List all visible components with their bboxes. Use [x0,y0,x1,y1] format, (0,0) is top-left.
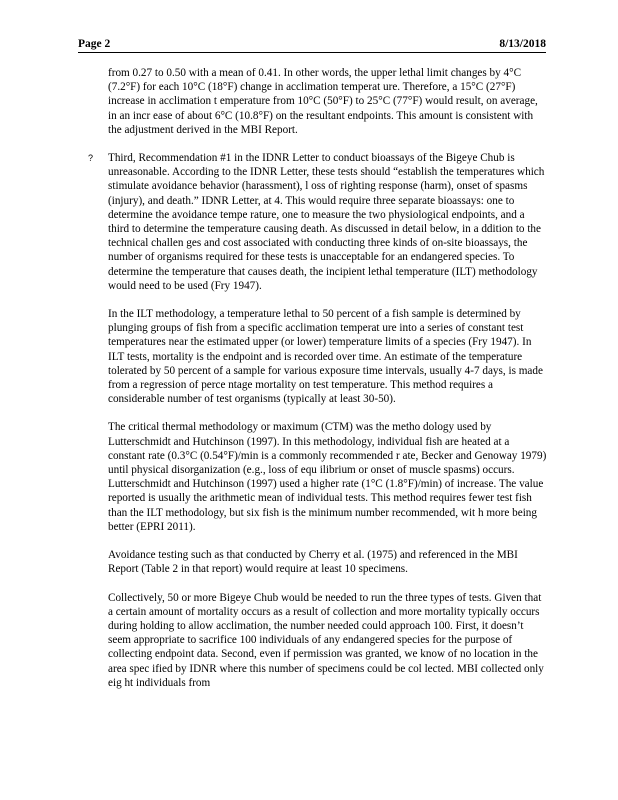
paragraph-4: The critical thermal methodology or maximum (CTM) was the metho dology used by Lutterschmidt and Hutchinson (1997). In this methodology, individual fish are heated at a constant rate (0.3°C (0.54°F)/min is a commonly recommended r ate, Becker and Genoway 1979) until physical disorganization (e.g., loss of equ ilibrium or onset of muscle spasms) occurs. Lutterschmidt and Hutchinson (1997) used a higher rate (1°C (1.8°F)/min) of increase. The value reported is usually the arithmetic mean of individual tests. This method requires fewer test fish than the ILT methodology, but six fish is the minimum number recommended, wit h more being better (EPRI 2011). [108,421,547,533]
paragraph-6: Collectively, 50 or more Bigeye Chub would be needed to run the three types of tests. Given that a certain amount of mortality occurs as a result of collection and more mortality typically occurs during holding to allow acclimation, the number needed could approach 100. First, it doesn’t seem appropriate to sacrifice 100 individuals of any endangered species for the purpose of collecting endpoint data. Second, even if permission was granted, we know of no location in the area spec ified by IDNR where this number of specimens could be col lected. MBI collected only eig ht individuals from [108,591,544,689]
header-rule [78,52,546,53]
paragraph-2 [88,151,548,293]
page-header [78,38,546,52]
paragraph-2-text: Third, Recommendation #1 in the IDNR Letter to conduct bioassays of the Bigeye Chub is unreasonable. According to the IDNR Letter, these tests should “establish the temperatures which stimulate avoidance behavior (harassment), l oss of righting response (harm), onset of spasms (injury), and death.” IDNR Letter, at 4. This would require three separate bioassays: one to determine the avoidance tempe rature, one to measure the two physiological endpoints, and a third to determine the temperature causing death. As discussed in detail below, in a ddition to the technical challen ges and cost associated with conducting three kinds of on-site bioassays, the number of organisms required for these tests is unacceptable for an endangered species. To determine the temperature that causes death, the incipient lethal temperature (ILT) methodology would need to be used (Fry 1947). [108,152,545,292]
bullet-glyph: ? [88,153,94,164]
paragraph-1: from 0.27 to 0.50 with a mean of 0.41. In other words, the upper lethal limit changes by 4°C (7.2°F) for each 10°C (18°F) change in acclimation temperat ure. Therefore, a 15°C (27°F) increase in acclimation t emperature from 10°C (50°F) to 25°C (77°F) would result, on average, in an incr ease of about 6°C (10.8°F) on the resultant endpoints. This amount is consistent with the adjustment derived in the MBI Report. [108,67,538,136]
paragraph-5: Avoidance testing such as that conducted by Cherry et al. (1975) and referenced in the MBI Report (Table 2 in that report) would require at least 10 specimens. [108,549,518,576]
page-number: Page 2 [78,38,111,50]
paragraph-3: In the ILT methodology, a temperature lethal to 50 percent of a fish sample is determined by plunging groups of fish from a specific acclimation temperat ure into a series of constant test temperatures near the estimated upper (or lower) temperature limits of a species (Fry 1947). In ILT tests, mortality is the endpoint and is recorded over time. An estimate of the temperature tolerated by 50 percent of a sample for various exposure time intervals, usually 4-7 days, is made from a regression of perce ntage mortality on test temperature. This method requires a considerable number of test organisms (typically at least 30-50). [108,308,543,406]
document-body [88,66,548,704]
header-date: 8/13/2018 [499,38,546,50]
